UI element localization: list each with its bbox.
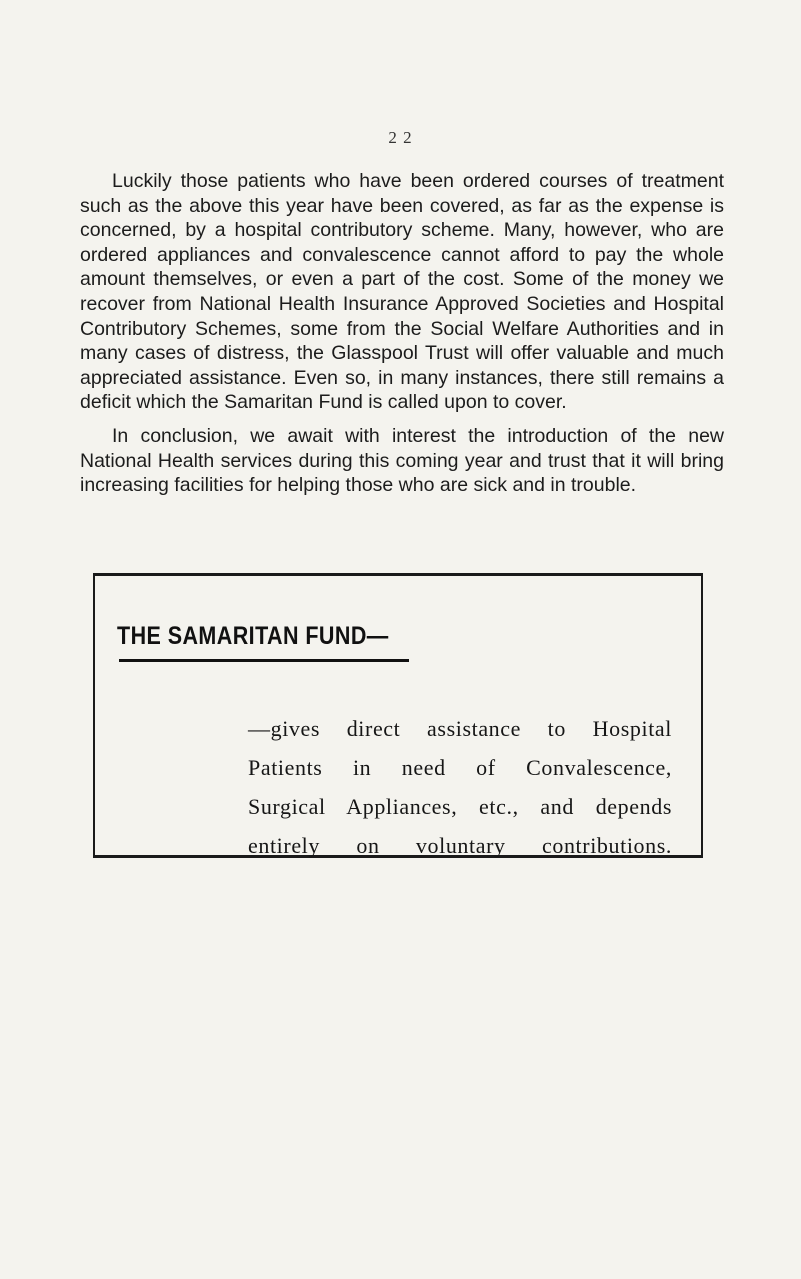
notice-line: Patients in need of Convalescence,: [248, 755, 672, 780]
notice-line: —gives direct assistance to Hospital: [248, 716, 672, 741]
notice-title: THE SAMARITAN FUND—: [117, 622, 389, 650]
notice-body: [248, 709, 672, 865]
notice-line: entirely on voluntary contributions.: [248, 833, 672, 858]
samaritan-fund-notice-box: [93, 573, 703, 858]
paragraph-patients-expense: Luckily those patients who have been ordered courses of treatment such as the above this year have been covered, as far as the expense is concerned, by a hospital contributory scheme. Many, however, who are ordered appliances and convalescence cannot afford to pay the whole amount themselves, or even a part of the cost. Some of the money we recover from National Health Insurance Approved Societies and Hospital Contributory Schemes, some from the Social Welfare Authorities and in many cases of distress, the Glasspool Trust will offer valuable and much appreciated assistance. Even so, in many instances, there still remains a deficit which the Samaritan Fund is called upon to cover.: [80, 170, 724, 414]
paragraph-conclusion: In conclusion, we await with interest the introduction of the new National Health services during this coming year and trust that it will bring increasing facilities for helping those who are sick and in trouble.: [80, 425, 724, 497]
page-number: 2 2: [388, 128, 413, 147]
notice-line: Surgical Appliances, etc., and depends: [248, 794, 672, 819]
notice-title-underline: [119, 659, 409, 662]
